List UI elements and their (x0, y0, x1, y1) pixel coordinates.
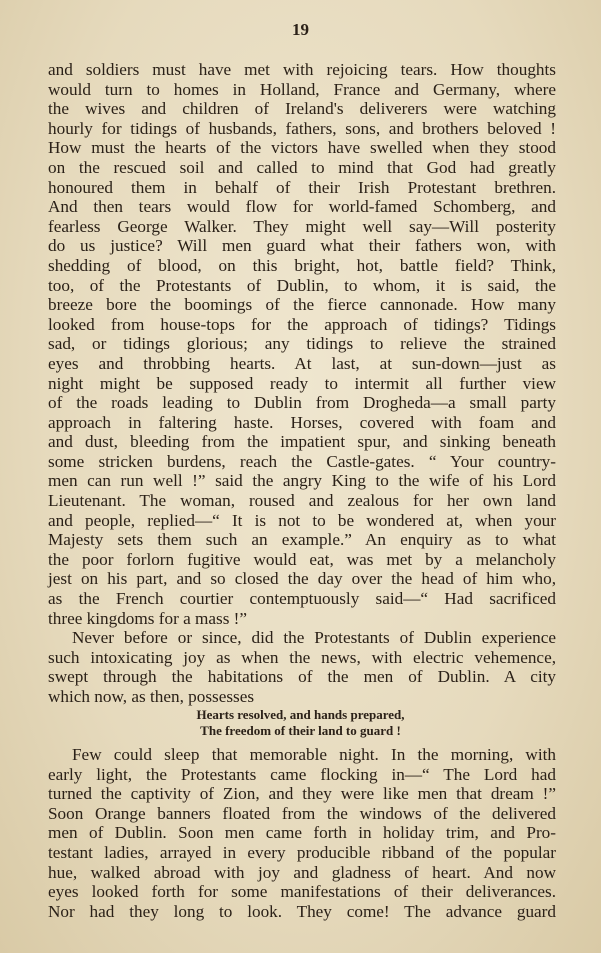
text-line: swept through the habitations of the men of Dublin. A city (48, 667, 556, 687)
verse-line: Hearts resolved, and hands prepared, (196, 707, 405, 722)
text-line: the wives and children of Ireland's deliverers were watching (48, 99, 556, 119)
text-line: too, of the Protestants of Dublin, to whom, it is said, the (48, 275, 556, 295)
text-line: Majesty sets them such an example.” An enquiry as to what (48, 530, 556, 550)
paragraph-3 (48, 745, 556, 921)
lower-text-block (48, 745, 556, 921)
text-line: and soldiers must have met with rejoicing tears. How thoughts (48, 60, 556, 79)
text-line: sad, or tidings glorious; any tidings to relieve the strained (48, 334, 556, 354)
text-line: and dust, bleeding from the impatient spur, and sinking beneath (48, 432, 556, 452)
text-line: as the French courtier contemptuously said—“ Had sacrificed (48, 589, 556, 609)
page-number: 19 (292, 20, 309, 39)
text-line: jest on his part, and so closed the day over the head of him who, (48, 569, 556, 589)
text-line: which now, as then, possesses (48, 687, 255, 706)
text-line: such intoxicating joy as when the news, with electric vehemence, (48, 647, 556, 667)
text-line: Never before or since, did the Protestants of Dublin experience (72, 628, 556, 648)
text-line: approach in faltering haste. Horses, covered with foam and (48, 412, 556, 432)
text-line: would turn to homes in Holland, France and Germany, where (48, 79, 556, 99)
text-line: three kingdoms for a mass !” (48, 608, 248, 628)
text-line: hourly for tidings of husbands, fathers, sons, and brothers beloved ! (48, 118, 556, 138)
text-line: turned the captivity of Zion, and they were like men that dream !” (48, 784, 556, 804)
paragraph-2 (48, 628, 556, 706)
text-line: Nor had they long to look. They come! The advance guard (48, 901, 556, 921)
text-line: and people, replied—“ It is not to be wondered at, when your (48, 510, 556, 530)
text-line: testant ladies, arrayed in every producible ribband of the popular (48, 842, 556, 862)
text-line: men can run well !” said the angry King to the wife of his Lord (48, 471, 556, 491)
text-line: the poor forlorn fugitive would eat, was met by a melancholy (48, 549, 556, 569)
text-line: eyes looked forth for some manifestations of their deliverances. (48, 882, 556, 902)
verse-line: The freedom of their land to guard ! (200, 723, 401, 738)
text-line: on the rescued soil and called to mind that God had greatly (48, 157, 556, 177)
paragraph-1 (48, 60, 556, 628)
text-line: honoured them in behalf of their Irish Protestant brethren. (48, 177, 556, 197)
text-line: eyes and throbbing hearts. At last, at sun-down—just as (48, 353, 556, 373)
text-line: fearless George Walker. They might well say—Will posterity (48, 216, 556, 236)
text-line: do us justice? Will men guard what their fathers won, with (48, 236, 556, 256)
text-line: Few could sleep that memorable night. In the morning, with (72, 745, 556, 764)
text-line: of the roads leading to Dublin from Drogheda—a small party (48, 393, 556, 413)
text-line: men of Dublin. Soon men came forth in holiday trim, and Pro- (48, 823, 556, 843)
text-line: early light, the Protestants came flocking in—“ The Lord had (48, 764, 556, 784)
text-line: hue, walked abroad with joy and gladness of heart. And now (48, 862, 556, 882)
text-line: night might be supposed ready to intermit all further view (48, 373, 556, 393)
text-line: Soon Orange banners floated from the windows of the delivered (48, 803, 556, 823)
main-text-block (48, 60, 556, 707)
text-line: shedding of blood, on this bright, hot, battle field? Think, (48, 255, 556, 275)
text-line: And then tears would flow for world-famed Schomberg, and (48, 197, 556, 217)
text-line: some stricken burdens, reach the Castle-gates. “ Your country- (48, 451, 556, 471)
text-line: looked from house-tops for the approach of tidings? Tidings (48, 314, 556, 334)
verse-quote (0, 707, 601, 739)
text-line: How must the hearts of the victors have swelled when they stood (48, 138, 556, 158)
text-line: Lieutenant. The woman, roused and zealous for her own land (48, 491, 556, 511)
text-line: breeze bore the boomings of the fierce cannonade. How many (48, 295, 556, 315)
